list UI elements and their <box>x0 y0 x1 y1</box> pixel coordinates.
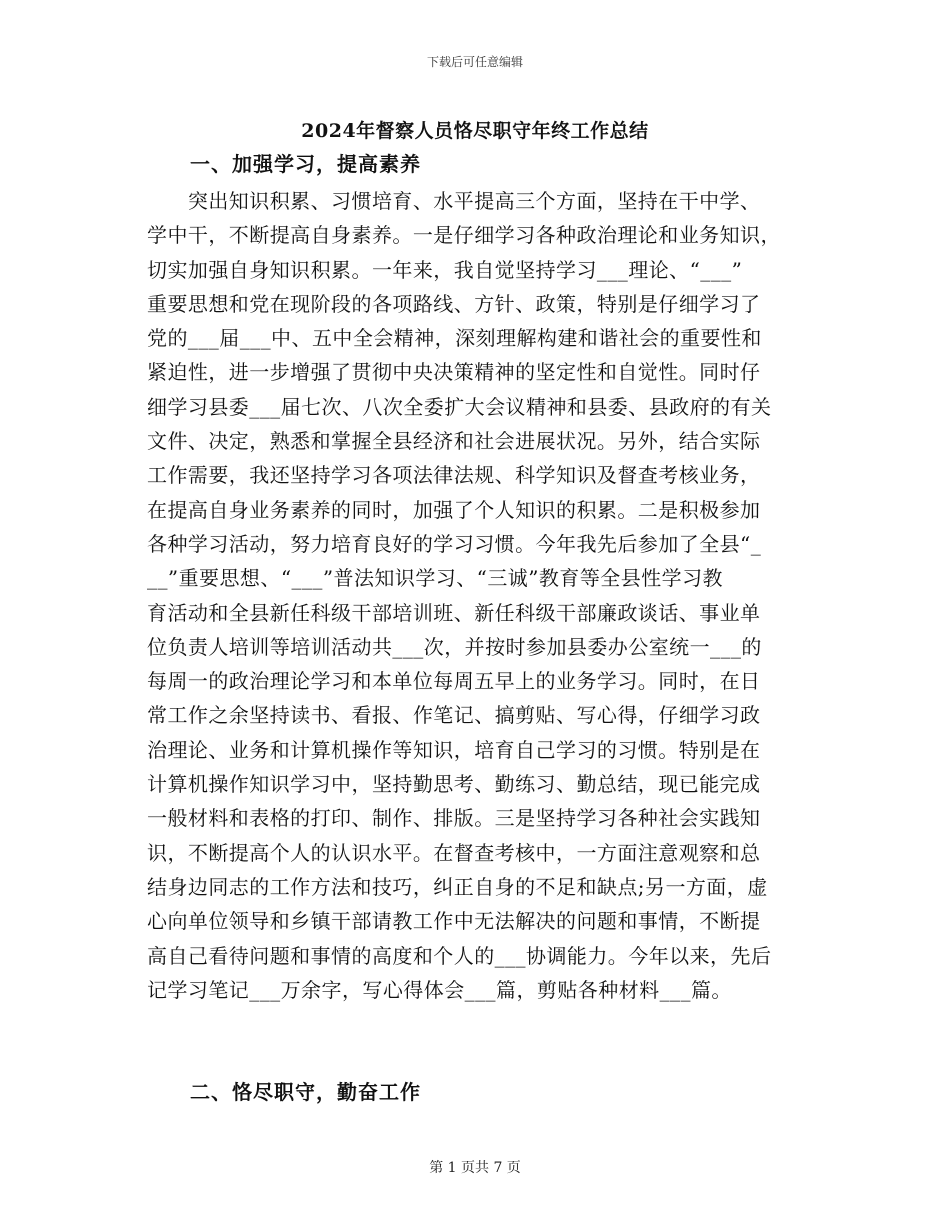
body-text-line: 育活动和全县新任科级干部培训班、新任科级干部廉政谈话、事业单 <box>147 600 761 625</box>
body-text-line: 紧迫性，进一步增强了贯彻中央决策精神的坚定性和自觉性。同时仔 <box>147 360 761 385</box>
body-text-line: __”重要思想、“___”普法知识学习、“三诚”教育等全县性学习教 <box>147 566 723 591</box>
body-text-line: 识，不断提高个人的认识水平。在督查考核中，一方面注意观察和总 <box>147 840 761 865</box>
section-1-body <box>147 184 817 1007</box>
body-text-line: 学中干，不断提高自身素养。一是仔细学习各种政治理论和业务知识， <box>147 223 781 248</box>
body-text-line: 各种学习活动，努力培育良好的学习习惯。今年我先后参加了全县“_ <box>147 531 762 556</box>
body-text-line: 工作需要，我还坚持学习各项法律法规、科学知识及督查考核业务， <box>147 463 761 488</box>
body-text-line: 重要思想和党在现阶段的各项路线、方针、政策，特别是仔细学习了 <box>147 291 761 316</box>
page-footer: 第 1 页共 7 页 <box>429 1160 521 1176</box>
page-header-note: 下载后可任意编辑 <box>426 55 523 69</box>
section-heading-2: 二、恪尽职守，勤奋工作 <box>190 1080 421 1104</box>
section-heading-1: 一、加强学习，提高素养 <box>190 152 421 176</box>
body-text-line: 每周一的政治理论学习和本单位每周五早上的业务学习。同时，在日 <box>147 669 761 694</box>
body-text-line: 心向单位领导和乡镇干部请教工作中无法解决的问题和事情，不断提 <box>147 909 761 934</box>
body-text-line: 在提高自身业务素养的同时，加强了个人知识的积累。二是积极参加 <box>147 497 761 522</box>
body-text-line: 计算机操作知识学习中，坚持勤思考、勤练习、勤总结，现已能完成 <box>147 772 761 797</box>
body-text-line: 常工作之余坚持读书、看报、作笔记、搞剪贴、写心得，仔细学习政 <box>147 703 761 728</box>
body-text-line: 结身边同志的工作方法和技巧，纠正自身的不足和缺点;另一方面，虚 <box>147 874 768 899</box>
body-text-line: 突出知识积累、习惯培育、水平提高三个方面，坚持在干中学、 <box>147 189 761 213</box>
body-text-line: 高自己看待问题和事情的高度和个人的___协调能力。今年以来，先后 <box>147 943 772 968</box>
body-text-line: 位负责人培训等培训活动共___次，并按时参加县委办公室统一___的 <box>147 634 762 659</box>
body-text-line: 记学习笔记___万余字，写心得体会___篇，剪贴各种材料___篇。 <box>147 977 732 1002</box>
body-text-line: 细学习县委___届七次、八次全委扩大会议精神和县委、县政府的有关 <box>147 394 772 419</box>
body-text-line: 党的___届___中、五中全会精神，深刻理解构建和谐社会的重要性和 <box>147 326 762 351</box>
document-title: 2024年督察人员恪尽职守年终工作总结 <box>301 120 649 142</box>
body-text-line: 文件、决定，熟悉和掌握全县经济和社会进展状况。另外，结合实际 <box>147 429 761 454</box>
body-text-line: 一般材料和表格的打印、制作、排版。三是坚持学习各种社会实践知 <box>147 806 761 831</box>
body-text-line: 切实加强自身知识积累。一年来，我自觉坚持学习___理论、“___” <box>147 257 743 282</box>
body-text-line: 治理论、业务和计算机操作等知识，培育自己学习的习惯。特别是在 <box>147 737 761 762</box>
